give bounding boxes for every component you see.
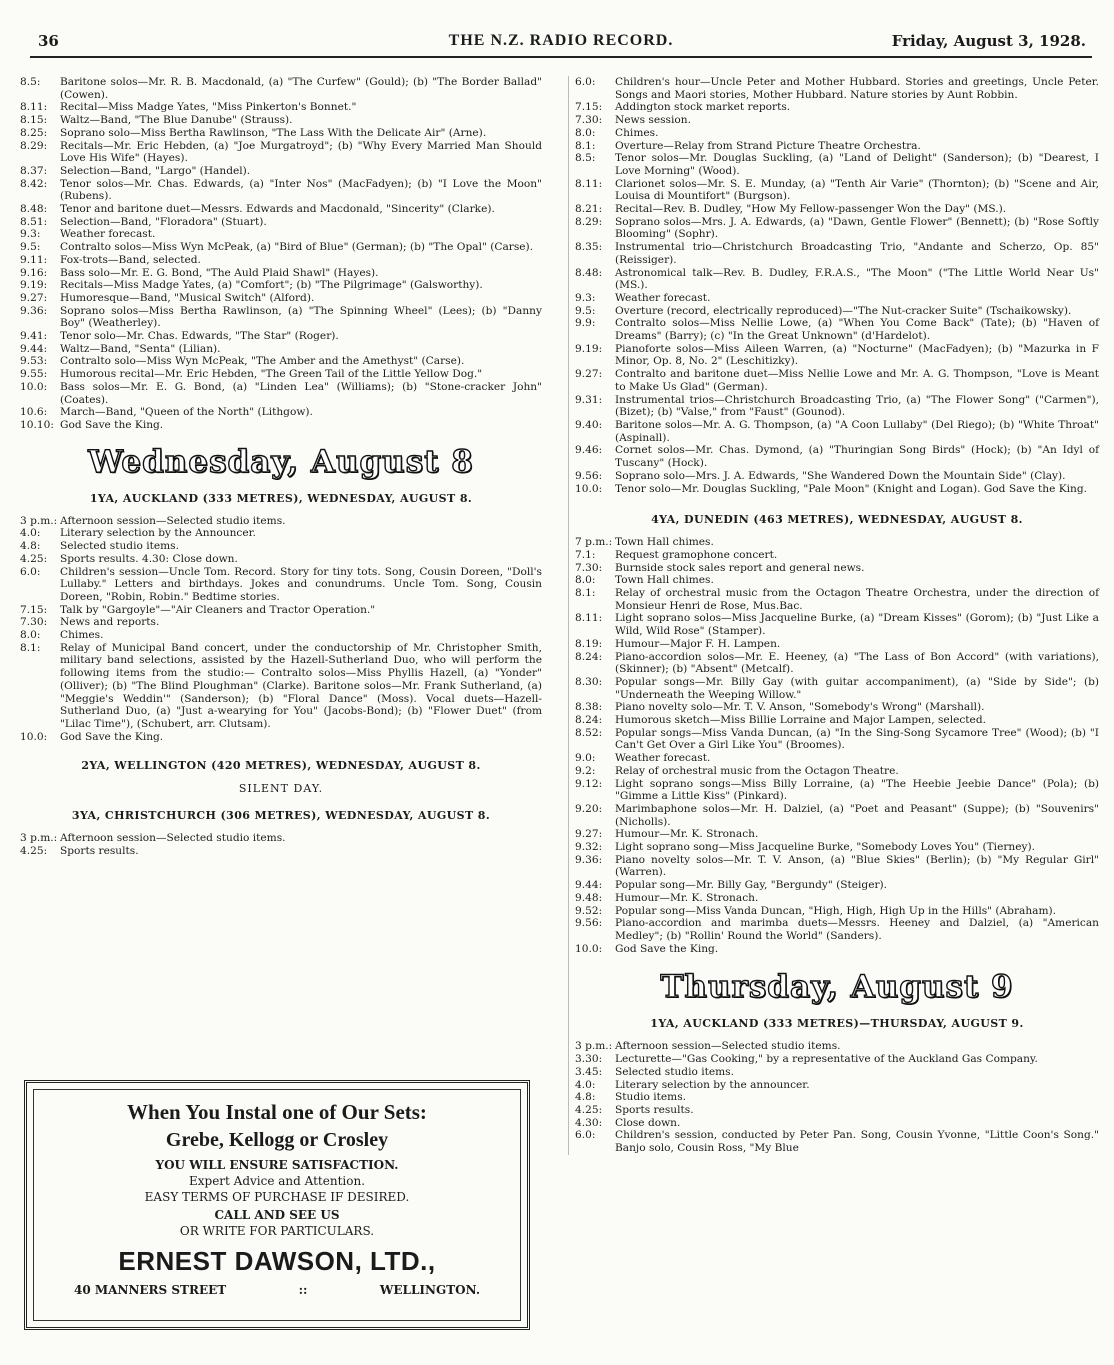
programme-item (20, 381, 542, 406)
programme-text: Popular songs—Miss Vanda Duncan, (a) "In the Sing-Song Sycamore Tree" (Wood); (b) "I Can't Get Over a Girl Like You" (Broomes). (615, 726, 1099, 752)
programme-item (575, 587, 1099, 612)
programme-item (20, 228, 542, 241)
programme-text: Waltz—Band, "Senta" (Lilian). (60, 342, 221, 355)
programme-item (20, 527, 542, 540)
programme-time: 9.55: (20, 368, 48, 381)
programme-time: 8.24: (575, 650, 603, 663)
programme-text: Soprano solo—Miss Bertha Rawlinson, "The Lass With the Delicate Air" (Arne). (60, 126, 487, 139)
programme-text: Relay of orchestral music from the Octagon Theatre Orchestra, under the direction of Monsieur Henri de Rose, Mus.Bac. (615, 587, 1099, 612)
programme-time: 9.41: (20, 330, 48, 343)
programme-text: Bass solo—Mr. E. G. Bond, "The Auld Plaid Shawl" (Hayes). (60, 266, 379, 279)
programme-text: Humoresque—Band, "Musical Switch" (Alford). (60, 291, 315, 304)
programme-time: 8.29: (575, 215, 603, 228)
programme-item (575, 292, 1099, 305)
programme-time: 9.19: (20, 279, 48, 292)
programme-text: Recital—Miss Madge Yates, "Miss Pinkerton's Bonnet." (60, 101, 357, 114)
programme-text: Tenor solos—Mr. Chas. Edwards, (a) "Inter Nos" (MacFadyen); (b) "I Love the Moon" (Rubens). (60, 177, 542, 203)
programme-time: 4.8: (575, 1091, 596, 1104)
programme-time: 8.11: (20, 101, 48, 114)
programme-time: 4.25: (20, 552, 48, 565)
programme-item (20, 330, 542, 343)
programme-item (575, 612, 1099, 637)
programme-item (20, 515, 542, 528)
programme-text: Light soprano song—Miss Jacqueline Burke, "Somebody Loves You" (Tierney). (615, 841, 1035, 854)
programme-item (20, 292, 542, 305)
programme-item (575, 828, 1099, 841)
programme-item (575, 905, 1099, 918)
programme-time: 8.21: (575, 203, 603, 216)
programme-time: 4.0: (20, 527, 41, 540)
programme-time: 9.2: (575, 764, 596, 777)
programme-time: 8.51: (20, 215, 48, 228)
programme-text: Contralto solos—Miss Nellie Lowe, (a) "When You Come Back" (Tate); (b) "Haven of Dreams" (Barry); (c) "In the Great Unknown" (d'Hardelot). (615, 317, 1099, 343)
programme-item (575, 574, 1099, 587)
programme-time: 7.15: (20, 603, 48, 616)
programme-item (575, 778, 1099, 803)
programme-text: Clarionet solos—Mr. S. E. Munday, (a) "Tenth Air Varie" (Thornton); (b) "Scene and Air, Louisa di Mountifort" (Burgson). (615, 177, 1099, 203)
programme-time: 4.30: (575, 1116, 603, 1129)
programme-item (20, 604, 542, 617)
programme-time: 10.0: (20, 730, 48, 743)
programme-text: Light soprano songs—Miss Billy Lorraine, (a) "The Heebie Jeebie Dance" (Pola); (b) "Gimme a Little Kiss" (Pinkard). (615, 777, 1099, 803)
programme-text: Humour—Mr. K. Stronach. (615, 828, 759, 841)
programme-text: Relay of Municipal Band concert, under the conductorship of Mr. Christopher Smith, military band selections, assisted by the Hazell-Sutherland Duo, who will perform the following items from the studio:— Contralto solos—Miss Phyllis Hazell, (a) "Yonder" (Olliver); (b) "The Blind Ploughman" (Clarke). Baritone solos—Mr. Frank Sutherland, (a) "Meggie's Weddin'" (Sanderson); (b) "Floral Dance" (Moss). Vocal duets—Hazell-Sutherland Duo, (a) "Just a-wearying for You" (Jacobs-Bond); (b) "Flower Duet" (from "Lilac Time"), (Schubert, arr. Clutsam). (60, 641, 542, 730)
programme-text: Tenor solo—Mr. Douglas Suckling, "Pale Moon" (Knight and Logan). God Save the King. (615, 482, 1088, 495)
programme-item (20, 343, 542, 356)
programme-item (575, 854, 1099, 879)
programme-item (20, 279, 542, 292)
programme-text: Burnside stock sales report and general news. (615, 561, 865, 574)
silent-day: SILENT DAY. (238, 782, 324, 796)
ad-company: ERNEST DAWSON, LTD., (118, 1246, 436, 1276)
programme-text: Fox-trots—Band, selected. (60, 253, 201, 266)
programme-text: Selection—Band, "Largo" (Handel). (60, 164, 251, 177)
programme-text: Popular songs—Mr. Billy Gay (with guitar accompaniment), (a) "Side by Side"; (b) "Underneath the Weeping Willow." (615, 675, 1099, 701)
programme-text: Contralto solos—Miss Wyn McPeak, (a) "Bird of Blue" (German); (b) "The Opal" (Carse). (60, 241, 534, 254)
programme-text: Instrumental trio—Christchurch Broadcasting Trio, "Andante and Scherzo, Op. 85" (Reissiger). (615, 241, 1099, 266)
programme-text: Afternoon session—Selected studio items. (615, 1040, 841, 1053)
programme-text: Waltz—Band, "The Blue Danube" (Strauss). (60, 114, 293, 127)
programme-time: 7.30: (20, 616, 48, 629)
programme-time: 8.5: (20, 76, 41, 88)
programme-item (575, 178, 1099, 203)
programme-item (20, 629, 542, 642)
programme-item (575, 1091, 1099, 1104)
programme-time: 10.0: (20, 380, 48, 393)
programme-item (575, 127, 1099, 140)
programme-text: News session. (615, 114, 691, 127)
ad-line-3: EASY TERMS OF PURCHASE IF DESIRED. (144, 1190, 410, 1204)
programme-time: 7 p.m.: (575, 536, 613, 549)
programme-item (20, 845, 542, 858)
programme-time: 9.53: (20, 355, 48, 368)
thursday-heading: Thursday, August 9 (660, 969, 1014, 1006)
programme-time: 9.27: (575, 368, 603, 381)
programme-time: 7.15: (575, 101, 603, 114)
programme-text: Piano-accordion solos—Mr. E. Heeney, (a) "The Lass of Bon Accord" (with variations), (Skinner); (b) "Absent" (Metcalf). (615, 650, 1099, 676)
programme-time: 7.30: (575, 561, 603, 574)
programme-item (20, 566, 542, 604)
programme-time: 8.1: (575, 139, 596, 152)
programme-time: 9.16: (20, 266, 48, 279)
programme-time: 8.30: (575, 675, 603, 688)
programme-text: Soprano solos—Mrs. J. A. Edwards, (a) "Dawn, Gentle Flower" (Bennett); (b) "Rose Softly Blooming" (Sophr). (615, 215, 1099, 241)
programme-time: 9.36: (575, 853, 603, 866)
programme-text: Request gramophone concert. (615, 548, 778, 561)
programme-text: God Save the King. (60, 418, 164, 431)
programme-time: 8.0: (20, 629, 41, 642)
right-column (568, 76, 1099, 1155)
programme-time: 8.11: (575, 177, 603, 190)
programme-time: 9.3: (575, 291, 596, 304)
programme-item (20, 419, 542, 432)
ad-line-1: YOU WILL ENSURE SATISFACTION. (155, 1158, 399, 1172)
programme-text: Sports results. 4.30: Close down. (60, 552, 238, 565)
programme-item (575, 892, 1099, 905)
station-heading-1ya: 1YA, AUCKLAND (333 METRES), WEDNESDAY, AUGUST 8. (89, 491, 473, 505)
programme-item (20, 305, 542, 330)
programme-text: Light soprano solos—Miss Jacqueline Burke, (a) "Dream Kisses" (Gorom); (b) "Just Like a Wild, Wild Rose" (Stamper). (615, 612, 1099, 638)
programme-text: Literary selection by the Announcer. (60, 527, 256, 540)
programme-item (575, 140, 1099, 153)
programme-text: Addington stock market reports. (615, 101, 791, 114)
programme-item (575, 1079, 1099, 1092)
thursday-programme (575, 1040, 1099, 1154)
programme-time: 6.0: (575, 76, 596, 88)
programme-item (575, 701, 1099, 714)
programme-time: 8.38: (575, 701, 603, 714)
programme-time: 10.6: (20, 406, 48, 419)
programme-time: 4.0: (575, 1078, 596, 1091)
programme-time: 10.10: (20, 418, 54, 431)
programme-item (575, 76, 1099, 101)
programme-text: Selection—Band, "Floradora" (Stuart). (60, 215, 267, 228)
programme-item (575, 394, 1099, 419)
programme-item (575, 444, 1099, 469)
programme-item (575, 1104, 1099, 1117)
programme-item (575, 1066, 1099, 1079)
programme-time: 8.37: (20, 164, 48, 177)
programme-item (575, 470, 1099, 483)
programme-item (20, 140, 542, 165)
programme-time: 8.29: (20, 139, 48, 152)
programme-item (20, 731, 542, 744)
continued-programme-3ya (575, 76, 1099, 495)
advertisement-border (33, 1089, 521, 1321)
programme-item (575, 1040, 1099, 1053)
programme-text: Overture—Relay from Strand Picture Theatre Orchestra. (615, 139, 921, 152)
ad-street: 40 MANNERS STREET (74, 1283, 227, 1297)
programme-time: 10.0: (575, 942, 603, 955)
publication-title: THE N.Z. RADIO RECORD. (448, 32, 674, 49)
programme-time: 3 p.m.: (20, 832, 58, 845)
programme-item (575, 419, 1099, 444)
programme-text: Piano novelty solo—Mr. T. V. Anson, "Somebody's Wrong" (Marshall). (615, 701, 985, 714)
programme-text: Lecturette—"Gas Cooking," by a representative of the Auckland Gas Company. (615, 1053, 1038, 1066)
programme-time: 9.31: (575, 393, 603, 406)
programme-item (575, 267, 1099, 292)
programme-time: 9.52: (575, 904, 603, 917)
programme-text: March—Band, "Queen of the North" (Lithgow). (60, 406, 313, 419)
programme-text: Popular song—Mr. Billy Gay, "Bergundy" (Steiger). (615, 879, 888, 892)
page-header (30, 28, 1092, 58)
programme-time: 9.0: (575, 752, 596, 765)
programme-time: 6.0: (575, 1129, 596, 1142)
programme-item (575, 305, 1099, 318)
station-heading-4ya: 4YA, DUNEDIN (463 METRES), WEDNESDAY, AUGUST 8. (651, 513, 1023, 527)
programme-text: Soprano solo—Mrs. J. A. Edwards, "She Wandered Down the Mountain Side" (Clay). (615, 469, 1066, 482)
programme-item (20, 832, 542, 845)
programme-time: 8.35: (575, 241, 603, 254)
ad-headline: When You Instal one of Our Sets: (127, 1100, 427, 1124)
programme-time: 8.1: (20, 641, 41, 654)
programme-text: Talk by "Gargoyle"—"Air Cleaners and Tractor Operation." (60, 603, 376, 616)
programme-text: Baritone solos—Mr. A. G. Thompson, (a) "A Coon Lullaby" (Del Riego); (b) "White Throat" (Aspinall). (615, 418, 1099, 444)
programme-text: Weather forecast. (615, 752, 711, 765)
auckland-programme (20, 515, 542, 744)
programme-time: 9.48: (575, 891, 603, 904)
programme-item (20, 76, 542, 101)
programme-time: 10.0: (575, 482, 603, 495)
programme-text: Town Hall chimes. (615, 536, 714, 549)
programme-text: Instrumental trios—Christchurch Broadcasting Trio, (a) "The Flower Song" ("Carmen"), (Bizet); (b) "Valse," from "Faust" (Gounod). (615, 393, 1099, 419)
programme-time: 9.27: (20, 291, 48, 304)
programme-item (575, 651, 1099, 676)
programme-item (575, 1129, 1099, 1154)
programme-text: Chimes. (615, 126, 659, 139)
programme-time: 8.24: (575, 714, 603, 727)
left-column (20, 76, 542, 858)
programme-text: Bass solos—Mr. E. G. Bond, (a) "Linden Lea" (Williams); (b) "Stone-cracker John" (Coates). (60, 380, 542, 406)
programme-text: Relay of orchestral music from the Octagon Theatre. (615, 764, 899, 777)
programme-item (575, 152, 1099, 177)
programme-time: 9.11: (20, 253, 48, 266)
programme-item (20, 127, 542, 140)
ad-separator: :: (298, 1283, 308, 1297)
programme-item (20, 101, 542, 114)
programme-item (575, 803, 1099, 828)
programme-text: Pianoforte solos—Miss Aileen Warren, (a) "Nocturne" (MacFadyen); (b) "Mazurka in F Minor, Op. 8, No. 2" (Leschitizky). (615, 342, 1099, 368)
programme-text: Humorous recital—Mr. Eric Hebden, "The Green Tail of the Little Yellow Dog." (60, 368, 483, 381)
programme-time: 9.40: (575, 418, 603, 431)
programme-text: Children's session—Uncle Tom. Record. Story for tiny tots. Song, Cousin Doreen, "Doll's Lullaby." Letters and birthdays. Jokes and conundrums. Uncle Tom. Song, Cousin Doreen, "Robin, Robin." Bedtime stories. (60, 565, 542, 603)
programme-time: 8.5: (575, 152, 596, 165)
programme-item (20, 254, 542, 267)
programme-text: Children's session, conducted by Peter Pan. Song, Cousin Yvonne, "Little Coon's Song." Banjo solo, Cousin Ross, "My Blue (615, 1129, 1099, 1155)
programme-time: 9.20: (575, 802, 603, 815)
issue-date: Friday, August 3, 1928. (891, 32, 1086, 50)
programme-text: Selected studio items. (60, 540, 179, 553)
advertisement (24, 1080, 530, 1330)
programme-text: God Save the King. (60, 730, 164, 743)
programme-time: 3 p.m.: (20, 514, 58, 527)
programme-text: Town Hall chimes. (615, 574, 714, 587)
programme-text: Children's hour—Uncle Peter and Mother Hubbard. Stories and greetings, Uncle Peter. Songs and Maori stories, Mother Hubbard. Nature stories by Aunt Robbin. (615, 76, 1099, 101)
programme-item (575, 752, 1099, 765)
programme-time: 9.3: (20, 228, 41, 241)
programme-time: 9.44: (20, 342, 48, 355)
ad-line-5: OR WRITE FOR PARTICULARS. (179, 1224, 375, 1238)
programme-time: 9.56: (575, 917, 603, 930)
programme-item (575, 1117, 1099, 1130)
programme-time: 6.0: (20, 565, 41, 578)
programme-text: Astronomical talk—Rev. B. Dudley, F.R.A.S., "The Moon" ("The Little World Near Us" (MS.). (615, 266, 1099, 292)
programme-time: 9.5: (20, 241, 41, 254)
programme-text: Tenor and baritone duet—Messrs. Edwards and Macdonald, "Sincerity" (Clarke). (60, 203, 495, 216)
programme-text: Selected studio items. (615, 1065, 734, 1078)
programme-item (20, 553, 542, 566)
programme-time: 9.36: (20, 304, 48, 317)
programme-text: Cornet solos—Mr. Chas. Dymond, (a) "Thuringian Song Birds" (Hock); (b) "An Idyl of Tuscany" (Hock). (615, 444, 1099, 470)
programme-text: Literary selection by the announcer. (615, 1078, 810, 1091)
programme-time: 7.30: (575, 114, 603, 127)
programme-item (20, 241, 542, 254)
programme-item (20, 616, 542, 629)
programme-item (20, 216, 542, 229)
programme-time: 8.52: (575, 726, 603, 739)
programme-time: 8.1: (575, 587, 596, 600)
programme-time: 3.45: (575, 1065, 603, 1078)
programme-text: Chimes. (60, 629, 104, 642)
programme-text: Recital—Rev. B. Dudley, "How My Fellow-passenger Won the Day" (MS.). (615, 203, 1007, 216)
programme-text: Humour—Mr. K. Stronach. (615, 891, 759, 904)
programme-item (575, 765, 1099, 778)
programme-item (575, 343, 1099, 368)
station-heading-2ya: 2YA, WELLINGTON (420 METRES), WEDNESDAY, AUGUST 8. (81, 759, 481, 773)
programme-item (575, 241, 1099, 266)
programme-item (20, 406, 542, 419)
programme-item (20, 368, 542, 381)
ad-line-2: Expert Advice and Attention. (188, 1174, 366, 1188)
programme-item (20, 267, 542, 280)
programme-time: 8.19: (575, 637, 603, 650)
programme-time: 8.42: (20, 177, 48, 190)
programme-text: Tenor solo—Mr. Chas. Edwards, "The Star" (Roger). (60, 330, 339, 343)
programme-text: Weather forecast. (615, 291, 711, 304)
programme-item (575, 879, 1099, 892)
programme-time: 9.27: (575, 828, 603, 841)
programme-time: 4.8: (20, 540, 41, 553)
programme-text: Recitals—Mr. Eric Hebden, (a) "Joe Murgatroyd"; (b) "Why Every Married Man Should Love His Wife" (Hayes). (60, 139, 542, 165)
programme-item (575, 727, 1099, 752)
programme-text: Popular song—Miss Vanda Duncan, "High, High, High Up in the Hills" (Abraham). (615, 904, 1057, 917)
programme-text: Marimbaphone solos—Mr. H. Dalziel, (a) "Poet and Peasant" (Suppe); (b) "Souvenirs" (Nicholls). (615, 802, 1099, 828)
programme-item (575, 943, 1099, 956)
programme-item (575, 216, 1099, 241)
programme-text: Humorous sketch—Miss Billie Lorraine and Major Lampen, selected. (615, 714, 986, 727)
ad-line-4: CALL AND SEE US (214, 1208, 340, 1222)
programme-text: Tenor solos—Mr. Douglas Suckling, (a) "Land of Delight" (Sanderson); (b) "Dearest, I Love Morning" (Wood). (615, 152, 1099, 177)
programme-time: 9.19: (575, 342, 603, 355)
programme-time: 9.9: (575, 317, 596, 330)
programme-item (20, 178, 542, 203)
programme-item (575, 203, 1099, 216)
programme-time: 8.15: (20, 114, 48, 127)
programme-text: Afternoon session—Selected studio items. (60, 832, 286, 845)
programme-text: News and reports. (60, 616, 160, 629)
programme-item (575, 483, 1099, 496)
programme-item (575, 562, 1099, 575)
programme-item (575, 638, 1099, 651)
programme-item (575, 1053, 1099, 1066)
programme-text: God Save the King. (615, 942, 719, 955)
ad-city: WELLINGTON. (379, 1283, 480, 1297)
programme-text: Soprano solos—Miss Bertha Rawlinson, (a) "The Spinning Wheel" (Lees); (b) "Danny Boy" (Weatherley). (60, 304, 542, 330)
programme-item (20, 642, 542, 731)
programme-text: Humour—Major F. H. Lampen. (615, 637, 781, 650)
programme-text: Baritone solos—Mr. R. B. Macdonald, (a) "The Curfew" (Gould); (b) "The Border Ballad" (Cowen). (60, 76, 542, 101)
programme-text: Afternoon session—Selected studio items. (60, 514, 286, 527)
programme-time: 9.46: (575, 444, 603, 457)
programme-time: 9.44: (575, 879, 603, 892)
page-number: 36 (38, 32, 59, 50)
programme-text: Sports results. (615, 1103, 694, 1116)
programme-text: Sports results. (60, 845, 139, 858)
programme-time: 8.0: (575, 126, 596, 139)
ad-address (34, 1279, 520, 1301)
christchurch-programme (20, 832, 542, 857)
station-heading-3ya: 3YA, CHRISTCHURCH (306 METRES), WEDNESDAY, AUGUST 8. (71, 809, 491, 823)
programme-time: 3.30: (575, 1053, 603, 1066)
programme-text: Piano-accordion and marimba duets—Messrs. Heeney and Dalziel, (a) "American Medley"; (b) "Rollin' Round the World" (Sanders). (615, 917, 1099, 942)
programme-item (575, 317, 1099, 342)
programme-item (20, 355, 542, 368)
ad-brands: Grebe, Kellogg or Crosley (165, 1129, 389, 1151)
programme-item (575, 714, 1099, 727)
programme-time: 8.48: (20, 203, 48, 216)
programme-item (20, 114, 542, 127)
programme-text: Contralto and baritone duet—Miss Nellie Lowe and Mr. A. G. Thompson, "Love is Meant to Make Us Glad" (German). (615, 368, 1099, 393)
programme-item (575, 536, 1099, 549)
programme-time: 4.25: (575, 1103, 603, 1116)
programme-time: 8.48: (575, 266, 603, 279)
programme-text: Close down. (615, 1116, 681, 1129)
continued-programme (20, 76, 542, 432)
programme-item (575, 549, 1099, 562)
programme-time: 9.5: (575, 304, 596, 317)
programme-item (20, 203, 542, 216)
programme-time: 8.0: (575, 574, 596, 587)
programme-time: 8.11: (575, 612, 603, 625)
programme-item (575, 368, 1099, 393)
programme-text: Studio items. (615, 1091, 687, 1104)
programme-item (575, 917, 1099, 942)
programme-time: 4.25: (20, 845, 48, 858)
wednesday-heading: Wednesday, August 8 (88, 443, 474, 480)
programme-time: 8.25: (20, 126, 48, 139)
programme-text: Contralto solo—Miss Wyn McPeak, "The Amber and the Amethyst" (Carse). (60, 355, 465, 368)
programme-text: Recitals—Miss Madge Yates, (a) "Comfort"; (b) "The Pilgrimage" (Galsworthy). (60, 279, 483, 292)
programme-text: Weather forecast. (60, 228, 156, 241)
programme-time: 9.56: (575, 469, 603, 482)
programme-time: 9.32: (575, 841, 603, 854)
dunedin-programme (575, 536, 1099, 955)
programme-item (20, 540, 542, 553)
programme-time: 7.1: (575, 548, 596, 561)
programme-text: Overture (record, electrically reproduced)—"The Nut-cracker Suite" (Tschaikowsky). (615, 304, 1072, 317)
programme-item (20, 165, 542, 178)
programme-item (575, 101, 1099, 114)
programme-time: 3 p.m.: (575, 1040, 613, 1053)
programme-time: 9.12: (575, 777, 603, 790)
programme-text: Piano novelty solos—Mr. T. V. Anson, (a) "Blue Skies" (Berlin); (b) "My Regular Girl" (Warren). (615, 853, 1099, 879)
programme-item (575, 114, 1099, 127)
station-heading-1ya-thursday: 1YA, AUCKLAND (333 METRES)—THURSDAY, AUGUST 9. (650, 1017, 1024, 1031)
programme-item (575, 676, 1099, 701)
programme-item (575, 841, 1099, 854)
